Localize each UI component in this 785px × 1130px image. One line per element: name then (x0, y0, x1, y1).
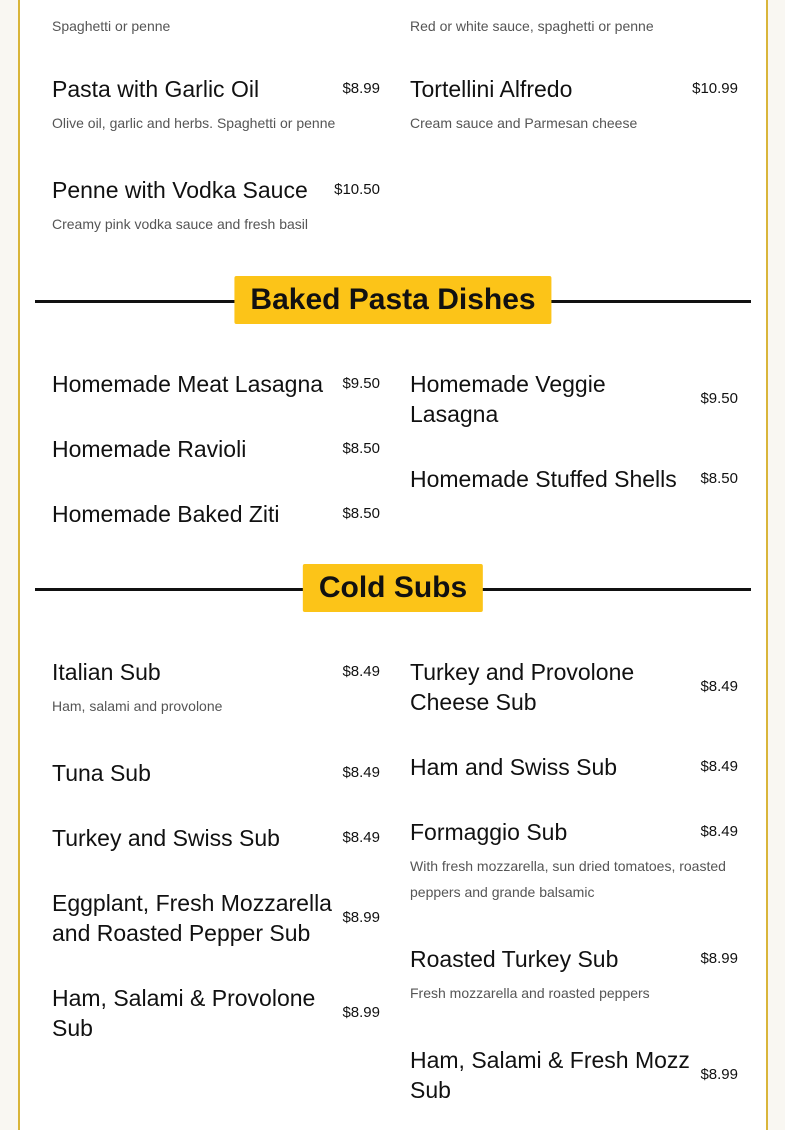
menu-page (18, 0, 768, 1130)
sub-item-ham-salami-provolone (52, 983, 380, 1043)
item-name: Tuna Sub (52, 760, 151, 786)
item-name: Ham, Salami & Provolone Sub (52, 985, 316, 1041)
item-price: $8.99 (342, 1004, 380, 1021)
baked-item-veggie-lasagna (410, 369, 738, 429)
item-price: $8.49 (700, 758, 738, 775)
baked-item-ravioli (52, 434, 380, 464)
sub-item-turkey-swiss (52, 823, 380, 853)
sub-item-roasted-turkey (410, 944, 738, 1006)
item-name: Homemade Ravioli (52, 436, 247, 462)
item-price: $10.99 (692, 80, 738, 97)
item-description: Fresh mozzarella and roasted peppers (410, 985, 650, 1001)
menu-column-right (410, 13, 738, 39)
sub-item-ham-salami-mozz (410, 1045, 738, 1105)
item-name: Tortellini Alfredo (410, 76, 573, 102)
item-description: Creamy pink vodka sauce and fresh basil (52, 216, 309, 232)
section-title: Cold Subs (303, 564, 483, 612)
item-price: $9.50 (700, 390, 738, 407)
item-price: $8.99 (700, 1066, 738, 1083)
item-price: $8.49 (700, 678, 738, 695)
item-price: $8.99 (700, 950, 738, 967)
item-description: Ham, salami and provolone (52, 698, 223, 714)
sub-item-tuna (52, 758, 380, 788)
item-price: $8.99 (342, 80, 380, 97)
item-description: Olive oil, garlic and herbs. Spaghetti or penne (52, 115, 336, 131)
item-description: Red or white sauce, spaghetti or penne (410, 18, 654, 34)
section-header-baked-pasta (35, 276, 751, 324)
menu-column-left (52, 13, 380, 39)
pasta-item-garlic-oil (52, 74, 380, 136)
sub-item-eggplant (52, 888, 380, 948)
item-price: $8.50 (342, 440, 380, 457)
item-price: $10.50 (334, 181, 380, 198)
item-description: Spaghetti or penne (52, 18, 171, 34)
item-name: Pasta with Garlic Oil (52, 76, 260, 102)
item-name: Roasted Turkey Sub (410, 946, 619, 972)
item-price: $8.49 (342, 663, 380, 680)
section-title: Baked Pasta Dishes (234, 276, 551, 324)
item-price: $8.50 (700, 470, 738, 487)
item-name: Italian Sub (52, 659, 161, 685)
item-name: Ham and Swiss Sub (410, 754, 618, 780)
sub-item-formaggio (410, 817, 738, 905)
baked-item-stuffed-shells (410, 464, 738, 494)
section-header-cold-subs (35, 564, 751, 612)
item-description: Cream sauce and Parmesan cheese (410, 115, 638, 131)
item-name: Eggplant, Fresh Mozzarella and Roasted Pepper Sub (52, 890, 332, 946)
baked-item-ziti (52, 499, 380, 529)
pasta-item-vodka (52, 175, 380, 237)
sub-item-italian (52, 657, 380, 719)
item-name: Penne with Vodka Sauce (52, 177, 308, 203)
item-price: $8.49 (342, 829, 380, 846)
pasta-item-tortellini (410, 74, 738, 136)
baked-item-meat-lasagna (52, 369, 380, 399)
item-name: Homemade Meat Lasagna (52, 371, 324, 397)
item-name: Ham, Salami & Fresh Mozz Sub (410, 1047, 690, 1103)
item-price: $9.50 (342, 375, 380, 392)
item-description: With fresh mozzarella, sun dried tomatoes, roasted peppers and grande balsamic (410, 858, 726, 900)
item-price: $8.49 (342, 764, 380, 781)
item-name: Turkey and Swiss Sub (52, 825, 280, 851)
sub-item-ham-swiss (410, 752, 738, 782)
item-name: Formaggio Sub (410, 819, 568, 845)
item-name: Homemade Veggie Lasagna (410, 371, 606, 427)
sub-item-turkey-provolone (410, 657, 738, 717)
item-name: Homemade Stuffed Shells (410, 466, 677, 492)
item-name: Turkey and Provolone Cheese Sub (410, 659, 635, 715)
item-name: Homemade Baked Ziti (52, 501, 280, 527)
item-price: $8.49 (700, 823, 738, 840)
item-price: $8.99 (342, 909, 380, 926)
item-price: $8.50 (342, 505, 380, 522)
